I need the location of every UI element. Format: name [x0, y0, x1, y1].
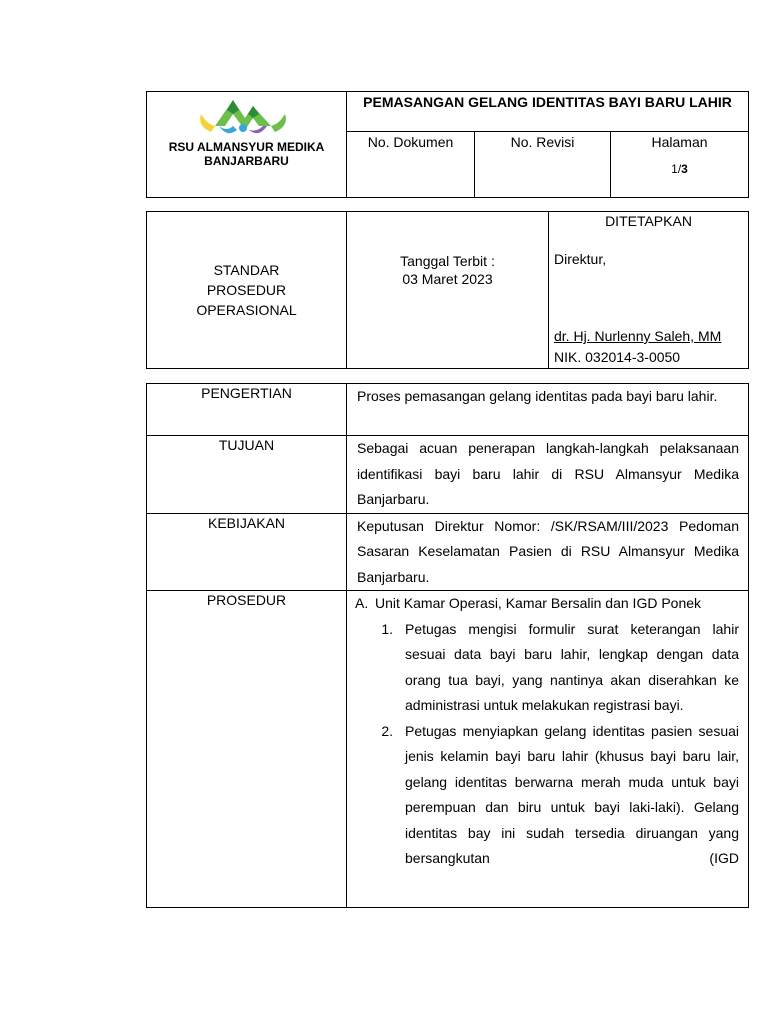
hospital-name — [147, 140, 346, 168]
sop-label-line3: OPERASIONAL — [196, 302, 297, 318]
sop-label-cell — [147, 212, 347, 369]
prosedur-step — [351, 719, 739, 872]
prosedur-item-a-marker: A. — [355, 595, 369, 611]
kebijakan-label: KEBIJAKAN — [147, 513, 347, 591]
hospital-name-line1: RSU ALMANSYUR MEDIKA — [168, 140, 325, 154]
tujuan-paragraph: Sebagai acuan penerapan langkah-langkah pelaksanaan identifikasi bayi baru lahir di RSU Almansyur Medika Banjarbaru. — [357, 440, 739, 507]
kebijakan-paragraph: Keputusan Direktur Nomor: /SK/RSAM/III/2023 Pedoman Sasaran Keselamatan Pasien di RSU Almansyur Medika Banjarbaru. — [357, 517, 739, 585]
prosedur-label: PROSEDUR — [147, 591, 347, 908]
prosedur-text — [347, 591, 749, 908]
halaman-current: 1/ — [671, 162, 682, 176]
prosedur-item-a — [351, 591, 739, 617]
prosedur-steps — [351, 617, 739, 872]
tanggal-terbit-label: Tanggal Terbit : — [400, 253, 495, 269]
no-dokumen-label: No. Dokumen — [367, 134, 454, 150]
step-text: Petugas mengisi formulir surat keterangan lahir sesuai data bayi baru lahir, lengkap dengan data orang tua bayi, yang nantinya akan diserahkan ke administrasi untuk melakukan registrasi bayi. — [405, 620, 739, 713]
hospital-logo-icon — [193, 96, 293, 140]
pengertian-text — [347, 384, 749, 436]
prosedur-step — [351, 617, 739, 719]
pengertian-label: PENGERTIAN — [147, 384, 347, 436]
step-text: Petugas menyiapkan gelang identitas pasien sesuai jenis kelamin bayi baru lahir (khusus bayi baru lair, gelang identitas berwarna merah muda untuk bayi perempuan dan biru untuk bayi laki-laki). Gelang identitas bay ini sudah tersedia diruangan yang bersangkutan (IGD — [405, 722, 739, 866]
approval-table — [146, 211, 749, 369]
document-header-table — [146, 91, 749, 198]
halaman-cell — [611, 132, 749, 198]
kebijakan-text — [347, 513, 749, 591]
halaman-total: 3 — [681, 162, 688, 176]
prosedur-item-a-text: Unit Kamar Operasi, Kamar Bersalin dan IGD Ponek — [375, 595, 702, 611]
no-dokumen-cell — [347, 132, 475, 198]
tanggal-terbit-value: 03 Maret 2023 — [402, 271, 493, 287]
tujuan-label: TUJUAN — [147, 436, 347, 514]
row-kebijakan — [147, 513, 749, 591]
hospital-name-line2: BANJARBARU — [204, 154, 289, 168]
ditetapkan-label: DITETAPKAN — [605, 213, 692, 229]
halaman-value — [611, 162, 748, 176]
direktur-label: Direktur, — [554, 251, 607, 267]
sop-label-line1: STANDAR — [213, 262, 280, 278]
document-title: PEMASANGAN GELANG IDENTITAS BAYI BARU LAHIR — [347, 92, 749, 132]
content-table — [146, 383, 749, 908]
row-tujuan — [147, 436, 749, 514]
signer-nik: NIK. 032014-3-0050 — [554, 349, 681, 365]
signer-name: dr. Hj. Nurlenny Saleh, MM — [554, 328, 722, 344]
logo-cell — [147, 92, 347, 198]
sop-label-line2: PROSEDUR — [206, 282, 287, 298]
pengertian-paragraph: Proses pemasangan gelang identitas pada bayi baru lahir. — [357, 388, 718, 404]
tujuan-text — [347, 436, 749, 514]
tanggal-terbit-cell — [347, 212, 549, 369]
ditetapkan-cell — [549, 212, 749, 369]
no-revisi-label: No. Revisi — [510, 134, 575, 150]
halaman-label: Halaman — [651, 134, 708, 150]
row-prosedur — [147, 591, 749, 908]
step-number: 1. — [381, 620, 393, 637]
row-pengertian — [147, 384, 749, 436]
no-revisi-cell — [475, 132, 611, 198]
step-number: 2. — [381, 722, 393, 739]
